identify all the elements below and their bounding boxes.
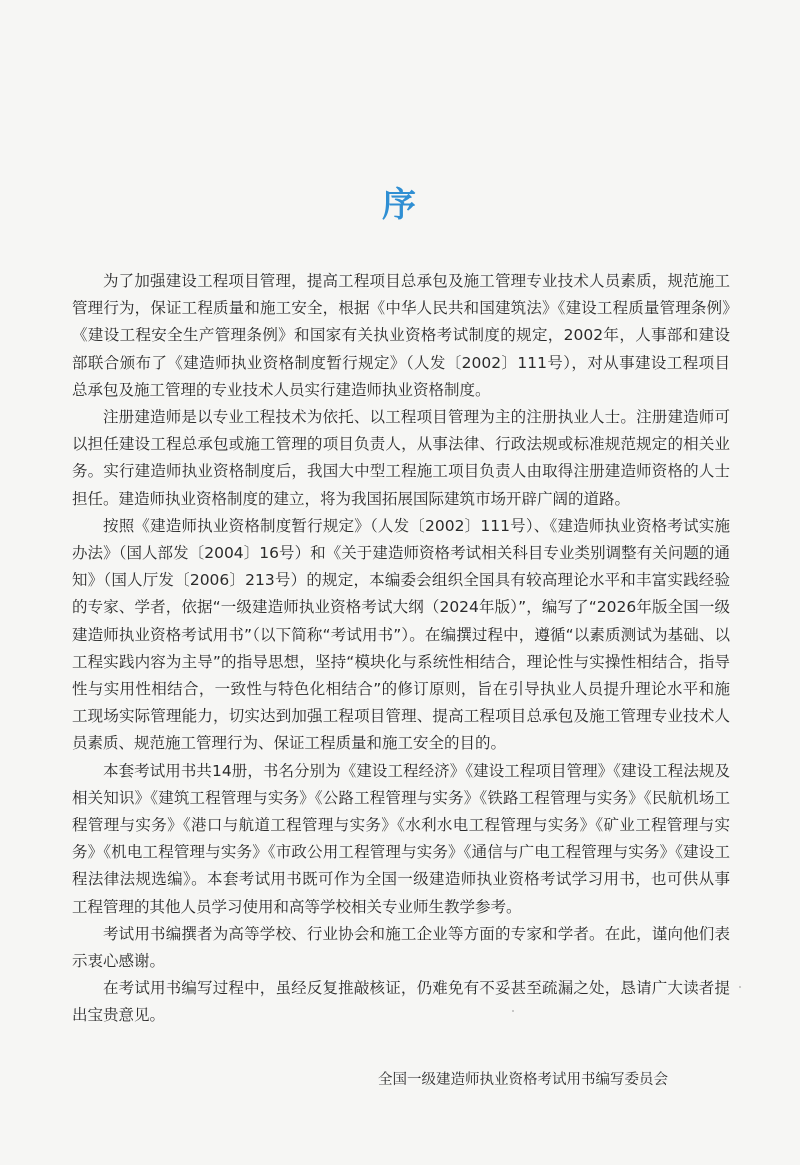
paragraph-4: 本套考试用书共14册，书名分别为《建设工程经济》《建设工程项目管理》《建设工程法规及相关知识》《建筑工程管理与实务》《公路工程管理与实务》《铁路工程管理与实务》《民航机场工程管理与实务》《港口与航道工程管理与实务》《水利水电工程管理与实务》《矿业工程管理与实务》《机电工程管理与实务》《市政公用工程管理与实务》《通信与广电工程管理与实务》《建设工程法律法规选编》。本套考试用书既可作为全国一级建造师执业资格考试学习用书，也可供从事工程管理的其他人员学习使用和高等学校相关专业师生教学参考。 — [72, 761, 730, 916]
signature-line: 全国一级建造师执业资格考试用书编写委员会 — [378, 1072, 668, 1088]
paper-speck — [512, 1010, 514, 1012]
page-title: 序 — [382, 185, 418, 225]
preface-body — [72, 268, 730, 1030]
paper-speck — [739, 986, 741, 988]
paragraph-6: 在考试用书编写过程中，虽经反复推敲核证，仍难免有不妥甚至疏漏之处，恳请广大读者提出宝贵意见。 — [72, 979, 730, 1025]
paragraph-1: 为了加强建设工程项目管理，提高工程项目总承包及施工管理专业技术人员素质，规范施工管理行为，保证工程质量和施工安全，根据《中华人民共和国建筑法》《建设工程质量管理条例》《建设工程安全生产管理条例》和国家有关执业资格考试制度的规定，2002年，人事部和建设部联合颁布了《建造师执业资格制度暂行规定》（人发〔2002〕111号），对从事建设工程项目总承包及施工管理的专业技术人员实行建造师执业资格制度。 — [72, 272, 730, 399]
paragraph-3: 按照《建造师执业资格制度暂行规定》（人发〔2002〕111号）、《建造师执业资格考试实施办法》（国人部发〔2004〕16号）和《关于建造师资格考试相关科目专业类别调整有关问题的通知》（国人厅发〔2006〕213号）的规定，本编委会组织全国具有较高理论水平和丰富实践经验的专家、学者，依据“一级建造师执业资格考试大纲（2024年版）”，编写了“2026年版全国一级建造师执业资格考试用书”（以下简称“考试用书”）。在编撰过程中，遵循“以素质测试为基础、以工程实践内容为主导”的指导思想，坚持“模块化与系统性相结合，理论性与实操性相结合，指导性与实用性相结合，一致性与特色化相结合”的修订原则，旨在引导执业人员提升理论水平和施工现场实际管理能力，切实达到加强工程项目管理、提高工程项目总承包及施工管理专业技术人员素质、规范施工管理行为、保证工程质量和施工安全的目的。 — [72, 516, 730, 753]
paragraph-2: 注册建造师是以专业工程技术为依托、以工程项目管理为主的注册执业人士。注册建造师可以担任建设工程总承包或施工管理的项目负责人，从事法律、行政法规或标准规范规定的相关业务。实行建造师执业资格制度后，我国大中型工程施工项目负责人由取得注册建造师资格的人士担任。建造师执业资格制度的建立，将为我国拓展国际建筑市场开辟广阔的道路。 — [72, 408, 730, 508]
paragraph-5: 考试用书编撰者为高等学校、行业协会和施工企业等方面的专家和学者。在此，谨向他们表示衷心感谢。 — [72, 924, 730, 971]
